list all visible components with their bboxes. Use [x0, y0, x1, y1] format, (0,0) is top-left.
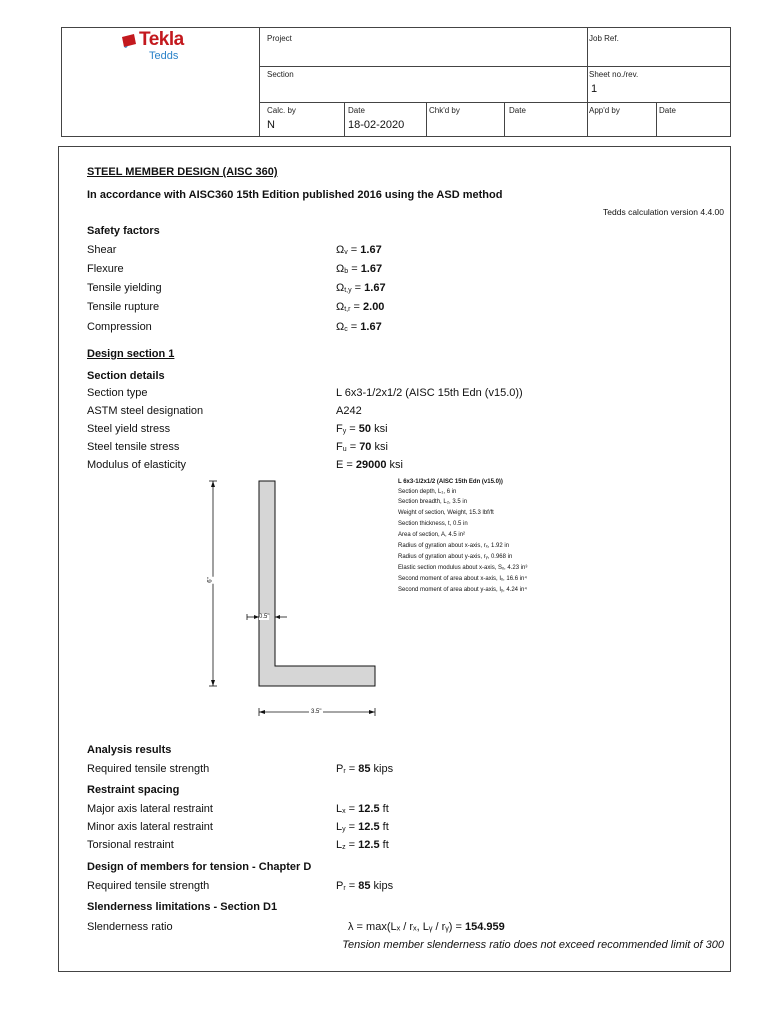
slenderness-value: λ = max(Lₓ / rₓ, Lᵧ / rᵧ) = 154.959 — [348, 921, 505, 933]
calc-by-value: N — [267, 119, 275, 131]
tension-heading: Design of members for tension - Chapter D — [87, 861, 312, 873]
tekla-logo-icon — [122, 34, 136, 48]
thickness-dimension-label: 0.5" — [259, 614, 270, 620]
prop-item: Weight of section, Weight, 15.3 lbf/ft — [398, 510, 494, 516]
restraint-value: $L_z = 12.5$ ft — [336, 839, 389, 851]
safety-label: Shear — [87, 244, 117, 256]
safety-value: $\Omega_v = 1.67$ — [336, 244, 382, 256]
detail-label: ASTM steel designation — [87, 405, 204, 417]
detail-value: A242 — [336, 405, 362, 417]
restraint-label: Torsional restraint — [87, 839, 174, 851]
detail-value: E = 29000 ksi — [336, 459, 403, 471]
calc-version: Tedds calculation version 4.4.00 — [603, 207, 724, 217]
prop-item: Section breadth, L₂, 3.5 in — [398, 499, 468, 505]
detail-value: $F_y = 50$ ksi — [336, 423, 388, 435]
section-details-heading: Section details — [87, 370, 165, 382]
safety-label: Tensile yielding — [87, 282, 162, 294]
sheet-label: Sheet no./rev. — [589, 70, 639, 79]
prop-item: Section thickness, t, 0.5 in — [398, 521, 468, 527]
slenderness-heading: Slenderness limitations - Section D1 — [87, 901, 278, 913]
job-ref-label: Job Ref. — [589, 34, 619, 43]
product-name: Tedds — [149, 50, 179, 62]
design-section-heading: Design section 1 — [87, 348, 175, 360]
detail-value: $F_u = 70$ ksi — [336, 441, 388, 453]
safety-label: Compression — [87, 321, 152, 333]
prop-item: Area of section, A, 4.5 in² — [398, 532, 466, 538]
prop-item: Section depth, L₁, 6 in — [398, 489, 457, 495]
doc-subtitle: In accordance with AISC360 15th Edition published 2016 using the ASD method — [87, 189, 503, 201]
brand-name: Tekla — [139, 29, 184, 50]
date2-label: Date — [509, 106, 526, 115]
prop-item: Elastic section modulus about x-axis, Sₓ, 4.23 in³ — [398, 565, 528, 571]
tension-value: $P_r = 85$ kips — [336, 880, 394, 892]
date3-label: Date — [659, 106, 676, 115]
analysis-value: $P_r = 85$ kips — [336, 763, 394, 775]
angle-section-diagram — [199, 477, 399, 727]
doc-title: STEEL MEMBER DESIGN (AISC 360) — [87, 166, 278, 178]
slenderness-label: Slenderness ratio — [87, 921, 173, 933]
slenderness-note: Tension member slenderness ratio does not exceed recommended limit of 300 — [342, 939, 724, 951]
calc-by-label: Calc. by — [267, 106, 296, 115]
analysis-heading: Analysis results — [87, 744, 172, 756]
calculation-sheet — [58, 146, 731, 972]
restraint-value: $L_x = 12.5$ ft — [336, 803, 389, 815]
prop-item: Second moment of area about x-axis, Iₓ, 16.6 in⁴ — [398, 576, 527, 582]
safety-label: Tensile rupture — [87, 301, 160, 313]
safety-heading: Safety factors — [87, 225, 160, 237]
safety-value: $\Omega_{t,r} = 2.00$ — [336, 301, 385, 313]
depth-dimension-label: 6" — [207, 577, 214, 583]
safety-label: Flexure — [87, 263, 124, 275]
date-label: Date — [348, 106, 365, 115]
restraint-label: Major axis lateral restraint — [87, 803, 213, 815]
calc-header-box — [61, 27, 731, 137]
detail-label: Steel tensile stress — [87, 441, 180, 453]
props-title: L 6x3-1/2x1/2 (AISC 15th Edn (v15.0)) — [398, 479, 503, 485]
safety-value: $\Omega_c = 1.67$ — [336, 321, 382, 333]
breadth-dimension-label: 3.5" — [311, 709, 322, 715]
safety-value: $\Omega_{t,y} = 1.67$ — [336, 282, 386, 294]
project-label: Project — [267, 34, 292, 43]
prop-item: Radius of gyration about y-axis, rᵧ, 0.968 in — [398, 554, 513, 560]
safety-value: $\Omega_b = 1.67$ — [336, 263, 383, 275]
prop-item: Radius of gyration about x-axis, rₓ, 1.92 in — [398, 543, 510, 549]
prop-item: Second moment of area about y-axis, Iᵧ, 4.24 in⁴ — [398, 587, 527, 593]
appd-by-label: App'd by — [589, 106, 620, 115]
analysis-label: Required tensile strength — [87, 763, 210, 775]
restraint-label: Minor axis lateral restraint — [87, 821, 213, 833]
detail-label: Section type — [87, 387, 148, 399]
restraint-value: $L_y = 12.5$ ft — [336, 821, 389, 833]
date-value: 18-02-2020 — [348, 119, 405, 131]
restraint-heading: Restraint spacing — [87, 784, 180, 796]
detail-value: L 6x3-1/2x1/2 (AISC 15th Edn (v15.0)) — [336, 387, 523, 399]
detail-label: Steel yield stress — [87, 423, 171, 435]
section-label: Section — [267, 70, 294, 79]
detail-label: Modulus of elasticity — [87, 459, 187, 471]
angle-section-shape — [259, 481, 375, 686]
tekla-tedds-logo — [120, 30, 220, 70]
sheet-value: 1 — [591, 83, 598, 95]
chkd-by-label: Chk'd by — [429, 106, 460, 115]
tension-label: Required tensile strength — [87, 880, 210, 892]
